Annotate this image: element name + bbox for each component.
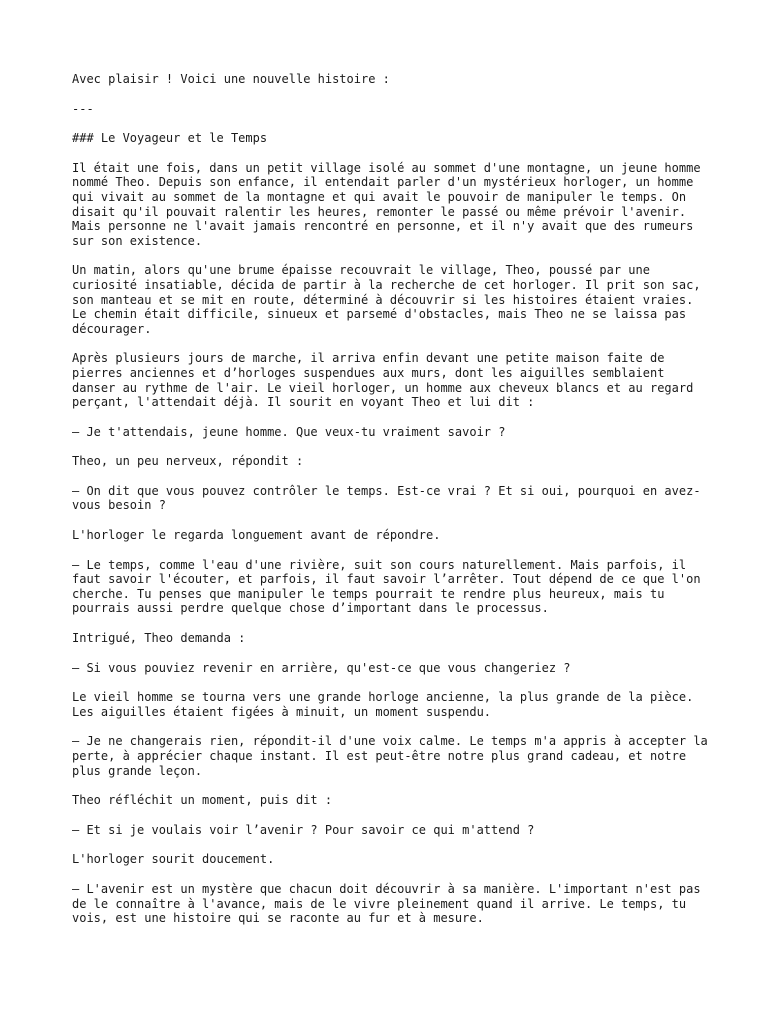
paragraph: L'horloger sourit doucement. xyxy=(72,852,275,867)
dialogue-line: – Je ne changerais rien, répondit-il d'une voix calme. Le temps m'a appris à accepter la perte, à apprécier chaque instant. Il est peut-être notre plus grand cadeau, et notre plus grande leçon. xyxy=(72,734,708,778)
paragraph: L'horloger le regarda longuement avant de répondre. xyxy=(72,528,441,543)
intro-line: Avec plaisir ! Voici une nouvelle histoire : xyxy=(72,72,390,86)
paragraph: Il était une fois, dans un petit village isolé au sommet d'une montagne, un jeune homme nommé Theo. Depuis son enfance, il entendait parler d'un mystérieux horloger, un homme qui vivait au sommet de la montagne et qui avait le pouvoir de manipuler le temps. On disait qu'il pouvait ralentir les heures, remonter le passé ou même prévoir l'avenir. Mais personne ne l'avait jamais rencontré en personne, et il n'y avait que des rumeurs sur son existence. xyxy=(72,160,701,248)
paragraph: Theo réfléchit un moment, puis dit : xyxy=(72,793,333,808)
paragraph: Theo, un peu nerveux, répondit : xyxy=(72,454,304,469)
separator-line: --- xyxy=(72,101,94,116)
paragraph: Un matin, alors qu'une brume épaisse recouvrait le village, Theo, poussé par une curiosité insatiable, décida de partir à la recherche de cet horloger. Il prit son sac, son manteau et se mit en route, déterminé à découvrir si les histoires étaient vraies. Le chemin était difficile, sinueux et parsemé d'obstacles, mais Theo ne se laissa pas décourager. xyxy=(72,263,701,336)
dialogue-line: – Et si je voulais voir l’avenir ? Pour savoir ce qui m'attend ? xyxy=(72,822,535,837)
paragraph: Intrigué, Theo demanda : xyxy=(72,631,246,646)
document-page xyxy=(72,72,712,941)
dialogue-line: – Je t'attendais, jeune homme. Que veux-tu vraiment savoir ? xyxy=(72,424,506,439)
dialogue-line: – On dit que vous pouvez contrôler le temps. Est-ce vrai ? Et si oui, pourquoi en avez-vous besoin ? xyxy=(72,483,701,513)
dialogue-line: – Si vous pouviez revenir en arrière, qu'est-ce que vous changeriez ? xyxy=(72,660,571,675)
dialogue-line: – L'avenir est un mystère que chacun doit découvrir à sa manière. L'important n'est pas de le connaître à l'avance, mais de le vivre pleinement quand il arrive. Le temps, tu vois, est une histoire qui se raconte au fur et à mesure. xyxy=(72,881,701,926)
story-title: ### Le Voyageur et le Temps xyxy=(72,131,268,146)
paragraph: Après plusieurs jours de marche, il arriva enfin devant une petite maison faite de pierres anciennes et d’horloges suspendues aux murs, dont les aiguilles semblaient danser au rythme de l'air. Le vieil horloger, un homme aux cheveux blancs et au regard perçant, l'attendait déjà. Il sourit en voyant Theo et lui dit : xyxy=(72,351,694,410)
dialogue-line: – Le temps, comme l'eau d'une rivière, suit son cours naturellement. Mais parfois, il faut savoir l'écouter, et parfois, il faut savoir l’arrêter. Tout dépend de ce que l'on cherche. Tu penses que manipuler le temps pourrait te rendre plus heureux, mais tu pourrais aussi perdre quelque chose d’important dans le processus. xyxy=(72,557,701,616)
paragraph: Le vieil homme se tourna vers une grande horloge ancienne, la plus grande de la pièce. Les aiguilles étaient figées à minuit, un moment suspendu. xyxy=(72,690,694,719)
